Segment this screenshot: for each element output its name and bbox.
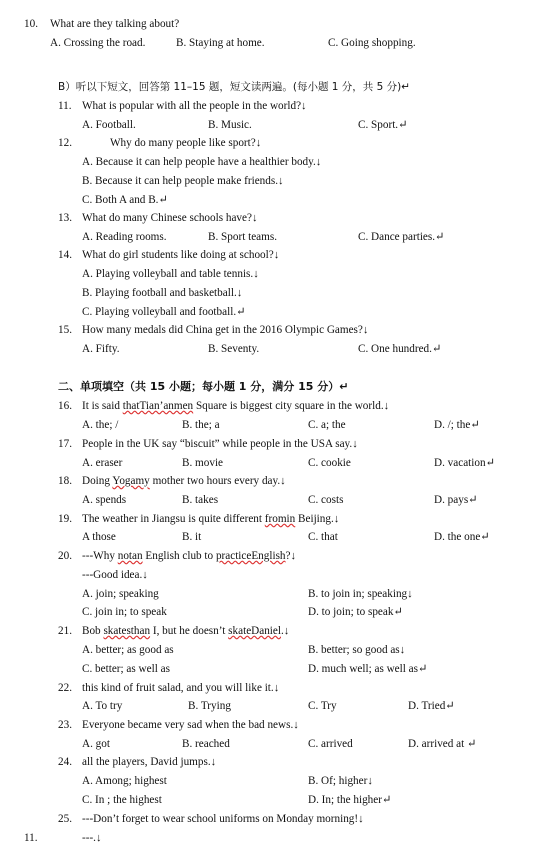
question-number: 12. bbox=[58, 137, 72, 149]
option-a: A. the; / bbox=[82, 419, 119, 431]
stem-text: I, but he doesn’t bbox=[150, 625, 229, 637]
question-number: 10. bbox=[24, 18, 38, 30]
question-number: 14. bbox=[58, 249, 72, 261]
option-b: B. reached bbox=[182, 738, 230, 750]
stem-text: It is said bbox=[82, 400, 123, 412]
question-stem: Why do many people like sport?↓ bbox=[110, 137, 262, 149]
question-stem bbox=[82, 401, 389, 412]
option-c: C. cookie bbox=[308, 457, 351, 469]
option-a: A. Reading rooms. bbox=[82, 231, 167, 243]
question-stem: Everyone became very sad when the bad news.↓ bbox=[82, 719, 299, 731]
stem-text-underlined: thatTian’anmen bbox=[122, 400, 194, 412]
option-b: B. it bbox=[182, 531, 202, 543]
option-c: C. One hundred.↵ bbox=[358, 343, 442, 355]
question-stem: What do many Chinese schools have?↓ bbox=[82, 212, 258, 224]
option-c: C. a; the bbox=[308, 419, 346, 431]
option-c: C. Sport.↵ bbox=[358, 119, 408, 131]
stem-text-underlined: skatesthan bbox=[103, 625, 151, 637]
stem-text: English club to bbox=[142, 550, 216, 562]
question-number: 11. bbox=[58, 100, 72, 112]
question-stem: ---Don’t forget to wear school uniforms on Monday morning!↓ bbox=[82, 813, 364, 825]
option-c: C. arrived bbox=[308, 738, 353, 750]
question-number: 25. bbox=[58, 813, 72, 825]
option-c: C. join in; to speak bbox=[82, 606, 167, 618]
option-b: B. Sport teams. bbox=[208, 231, 277, 243]
question-stem: What do girl students like doing at school?↓ bbox=[82, 249, 280, 261]
option-c: C. better; as well as bbox=[82, 663, 170, 675]
option-b: B. Of; higher↓ bbox=[308, 775, 373, 787]
option-d: D. arrived at ↵ bbox=[408, 738, 477, 750]
question-number: 22. bbox=[58, 682, 72, 694]
option-a: A. eraser bbox=[82, 457, 123, 469]
stem-text: mother two hours every day.↓ bbox=[149, 475, 286, 487]
stem-text-underlined: skateDaniel bbox=[228, 625, 281, 637]
option-d: D. much well; as well as↵ bbox=[308, 663, 428, 675]
option-a: A those bbox=[82, 531, 116, 543]
option-b: B. Seventy. bbox=[208, 343, 260, 355]
option-c: C. Dance parties.↵ bbox=[358, 231, 445, 243]
option-b: B. Trying bbox=[188, 700, 231, 712]
option-b: B. movie bbox=[182, 457, 224, 469]
option-a: A. Among; highest bbox=[82, 775, 167, 787]
dialogue-reply: ---.↓ bbox=[82, 832, 102, 844]
question-stem bbox=[82, 514, 339, 525]
option-b: B. the; a bbox=[182, 419, 220, 431]
option-c: C. In ; the highest bbox=[82, 794, 162, 806]
option-b: B. takes bbox=[182, 494, 219, 506]
question-number: 15. bbox=[58, 324, 72, 336]
stem-text-underlined: practiceEnglish bbox=[215, 550, 286, 562]
option-b: B. better; so good as↓ bbox=[308, 644, 406, 656]
question-number: 20. bbox=[58, 550, 72, 562]
question-number: 21. bbox=[58, 625, 72, 637]
option-b: B. Music. bbox=[208, 119, 252, 131]
question-stem: How many medals did China get in the 2016 Olympic Games?↓ bbox=[82, 324, 369, 336]
stem-text: ---Why bbox=[82, 550, 118, 562]
stem-text-underlined: Yogamy bbox=[112, 475, 150, 487]
question-stem: People in the UK say “biscuit” while people in the USA say.↓ bbox=[82, 438, 358, 450]
stem-text: ?↓ bbox=[285, 550, 297, 562]
section-2-heading: 二、单项填空（共 15 小题；每小题 1 分，满分 15 分）↵ bbox=[58, 380, 349, 393]
option-b: B. Playing football and basketball.↓ bbox=[82, 287, 243, 299]
option-c: C. Playing volleyball and football.↵ bbox=[82, 306, 246, 318]
option-d: D. Tried↵ bbox=[408, 700, 455, 712]
dialogue-reply: ---Good idea.↓ bbox=[82, 569, 148, 581]
option-a: A. Fifty. bbox=[82, 343, 120, 355]
option-d: D. vacation↵ bbox=[434, 457, 495, 469]
section-b-heading: B）听以下短文，回答第 11–15 题，短文读两遍。(每小题 1 分，共 5 分)↵ bbox=[58, 81, 411, 93]
stem-text: Beijing.↓ bbox=[295, 513, 340, 525]
question-stem bbox=[82, 551, 296, 562]
option-a: A. Crossing the road. bbox=[50, 37, 146, 49]
question-number: 24. bbox=[58, 756, 72, 768]
question-number: 18. bbox=[58, 475, 72, 487]
option-b: B. to join in; speaking↓ bbox=[308, 588, 413, 600]
question-stem bbox=[82, 626, 289, 637]
option-c: C. Going shopping. bbox=[328, 37, 416, 49]
question-stem bbox=[82, 476, 286, 487]
question-number: 17. bbox=[58, 438, 72, 450]
option-a: A. To try bbox=[82, 700, 123, 712]
stem-text: Doing bbox=[82, 475, 113, 487]
stem-text: Square is biggest city square in the world.↓ bbox=[193, 400, 390, 412]
question-number: 19. bbox=[58, 513, 72, 525]
option-a: A. better; as good as bbox=[82, 644, 174, 656]
option-c: C. Try bbox=[308, 700, 337, 712]
question-stem: What are they talking about? bbox=[50, 18, 180, 30]
question-number: 23. bbox=[58, 719, 72, 731]
stem-text: The weather in Jiangsu is quite different bbox=[82, 513, 265, 525]
option-c: C. Both A and B.↵ bbox=[82, 194, 168, 206]
option-d: D. the one↵ bbox=[434, 531, 490, 543]
option-b: B. Staying at home. bbox=[176, 37, 265, 49]
question-number: 16. bbox=[58, 400, 72, 412]
question-stem: this kind of fruit salad, and you will like it.↓ bbox=[82, 682, 280, 694]
question-stem: What is popular with all the people in the world?↓ bbox=[82, 100, 307, 112]
option-a: A. got bbox=[82, 738, 110, 750]
option-a: A. Football. bbox=[82, 119, 136, 131]
stem-text-underlined: fromin bbox=[264, 513, 296, 525]
option-c: C. costs bbox=[308, 494, 344, 506]
option-c: C. that bbox=[308, 531, 338, 543]
stem-text: Bob bbox=[82, 625, 104, 637]
question-number: 13. bbox=[58, 212, 72, 224]
question-number: 11. bbox=[24, 832, 38, 844]
option-d: D. pays↵ bbox=[434, 494, 478, 506]
option-b: B. Because it can help people make friends.↓ bbox=[82, 175, 284, 187]
stem-text: .↓ bbox=[280, 625, 290, 637]
option-a: A. join; speaking bbox=[82, 588, 159, 600]
option-a: A. Because it can help people have a healthier body.↓ bbox=[82, 156, 322, 168]
option-d: D. /; the↵ bbox=[434, 419, 480, 431]
option-a: A. spends bbox=[82, 494, 127, 506]
option-d: D. In; the higher↵ bbox=[308, 794, 392, 806]
option-d: D. to join; to speak↵ bbox=[308, 606, 403, 618]
stem-text-underlined: notan bbox=[117, 550, 143, 562]
question-stem: all the players, David jumps.↓ bbox=[82, 756, 217, 768]
option-a: A. Playing volleyball and table tennis.↓ bbox=[82, 268, 259, 280]
